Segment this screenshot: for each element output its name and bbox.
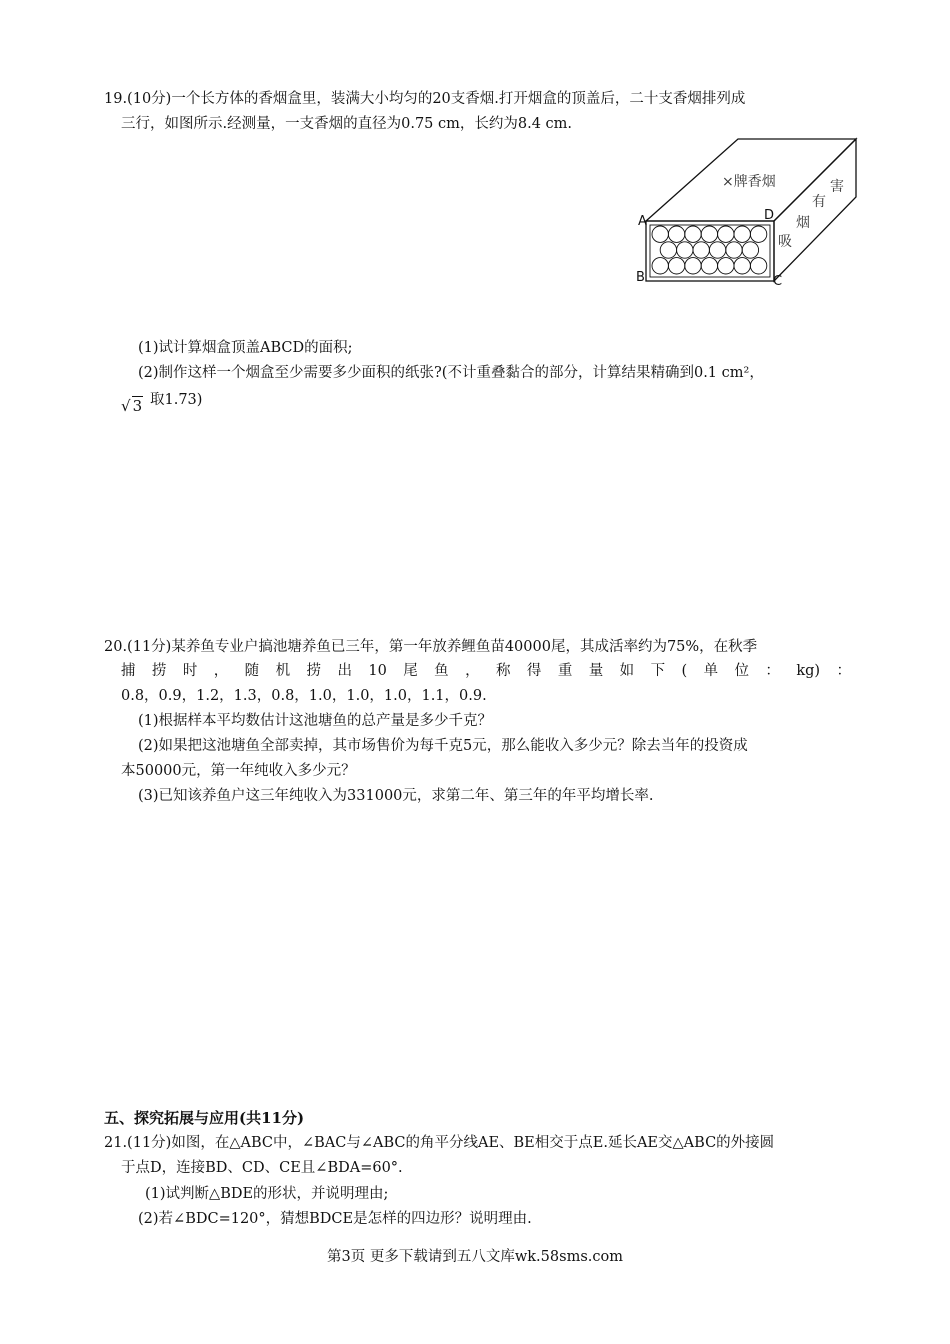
cigarette-end: [668, 258, 684, 274]
cigarette-end: [726, 242, 742, 258]
q19-sub2: (2)制作这样一个烟盒至少需要多少面积的纸张?(不计重叠黏合的部分，计算结果精确到0.1 cm²，: [138, 365, 764, 381]
q20-sub2b: 本50000元，第一年纯收入多少元？: [121, 763, 356, 779]
brand-text: ×牌香烟: [722, 174, 776, 190]
q19-line2: 三行，如图所示.经测量，一支香烟的直径为0.75 cm，长约为8.4 cm.: [121, 116, 573, 132]
cigarette-end: [718, 226, 734, 242]
cigarette-box-figure: [628, 133, 868, 293]
q21-line1: 21.(11分)如图，在△ABC中，∠BAC与∠ABC的角平分线AE、BE相交于点E.延长AE交△ABC的外接圆: [104, 1135, 775, 1151]
cigarette-end: [677, 242, 693, 258]
sqrt-expression: √ 3: [121, 397, 143, 415]
cigarette-end: [742, 242, 758, 258]
cigarette-ends: [652, 226, 767, 274]
sqrt-radicand: 3: [132, 397, 143, 415]
cigarette-end: [668, 226, 684, 242]
cigarette-end: [652, 258, 668, 274]
q19-sub1: (1)试计算烟盒顶盖ABCD的面积;: [138, 340, 353, 356]
q21-line2: 于点D，连接BD、CD、CE且∠BDA=60°.: [121, 1160, 403, 1176]
q20-sub2a: (2)如果把这池塘鱼全部卖掉，其市场售价为每千克5元，那么能收入多少元？除去当年的投资成: [138, 738, 748, 754]
label-c: C: [773, 274, 783, 289]
cigarette-end: [652, 226, 668, 242]
section5-heading: 五、探究拓展与应用(共11分): [104, 1109, 305, 1127]
cigarette-end: [685, 226, 701, 242]
label-b: B: [636, 270, 645, 285]
q20-data-values: 0.8，0.9，1.2，1.3，0.8，1.0，1.0，1.0，1.1，0.9.: [121, 688, 487, 704]
q20-line1: 20.(11分)某养鱼专业户搞池塘养鱼已三年，第一年放养鲤鱼苗40000尾，其成活率约为75%，在秋季: [104, 639, 758, 655]
cigarette-end: [750, 226, 766, 242]
q21-sub2: (2)若∠BDC=120°，猜想BDCE是怎样的四边形？说明理由.: [138, 1211, 532, 1227]
cigarette-end: [734, 258, 750, 274]
label-a: A: [638, 214, 647, 229]
label-d: D: [764, 208, 775, 223]
warning-char-3: 有: [812, 194, 826, 210]
q21-sub1: (1)试判断△BDE的形状，并说明理由;: [145, 1186, 389, 1202]
page-footer: 第3页 更多下载请到五八文库wk.58sms.com: [327, 1249, 623, 1265]
cigarette-end: [685, 258, 701, 274]
q20-line2: 捕捞时，随机捞出10尾鱼，称得重量如下(单位：kg)：: [121, 663, 851, 679]
warning-char-2: 烟: [796, 215, 810, 231]
cigarette-end: [660, 242, 676, 258]
cigarette-end: [718, 258, 734, 274]
warning-char-4: 害: [830, 179, 844, 195]
cigarette-end: [701, 226, 717, 242]
box-right-face: [774, 139, 856, 281]
cigarette-end: [693, 242, 709, 258]
cigarette-end: [701, 258, 717, 274]
q19-line1: 19.(10分)一个长方体的香烟盒里，装满大小均匀的20支香烟.打开烟盒的顶盖后，二十支香烟排列成: [104, 91, 746, 107]
cigarette-end: [709, 242, 725, 258]
cigarette-end: [734, 226, 750, 242]
q20-sub1: (1)根据样本平均数估计这池塘鱼的总产量是多少千克？: [138, 713, 493, 729]
q20-sub3: (3)已知该养鱼户这三年纯收入为331000元，求第二年、第三年的年平均增长率.: [138, 788, 654, 804]
q19-sub2-tail: 取1.73): [150, 392, 203, 408]
cigarette-end: [750, 258, 766, 274]
warning-char-1: 吸: [778, 234, 792, 250]
